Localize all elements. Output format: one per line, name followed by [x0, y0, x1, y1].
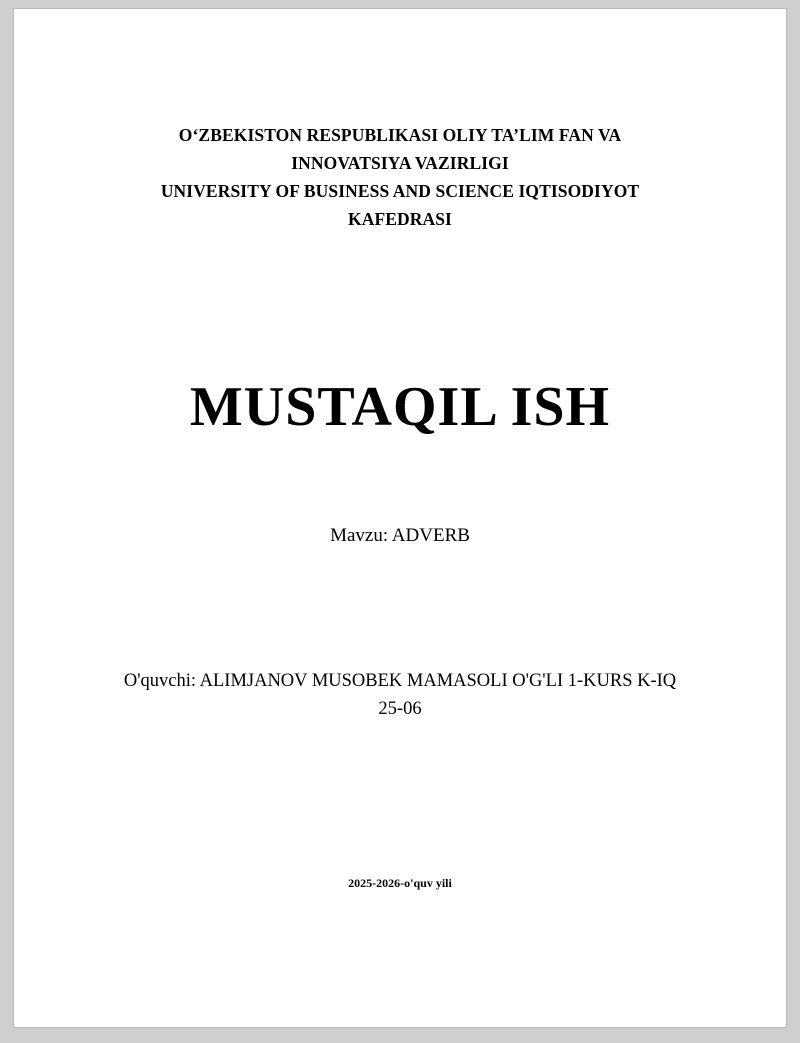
author-line-2: 25-06: [378, 699, 422, 719]
title-block: [74, 375, 726, 439]
academic-year: 2025-2026-o'quv yili: [348, 876, 452, 890]
subject-line: Mavzu: ADVERB: [330, 525, 470, 546]
document-content: [14, 121, 786, 891]
subject-block: [74, 523, 726, 549]
author-block: [74, 667, 726, 723]
institution-header-line-1: O‘ZBEKISTON RESPUBLIKASI OLIY TA’LIM FAN VA: [178, 125, 622, 145]
institution-header: [74, 121, 726, 233]
author-line-1: O'quvchi: ALIMJANOV MUSOBEK MAMASOLI O'G'LI 1-KURS K-IQ: [123, 671, 677, 691]
document-page: [13, 8, 787, 1028]
footer-block: [74, 875, 726, 891]
institution-header-line-4: KAFEDRASI: [348, 209, 452, 229]
page-title: MUSTAQIL ISH: [189, 376, 611, 438]
institution-header-line-3: UNIVERSITY OF BUSINESS AND SCIENCE IQTISODIYOT: [160, 181, 640, 201]
institution-header-line-2: INNOVATSIYA VAZIRLIGI: [291, 153, 509, 173]
